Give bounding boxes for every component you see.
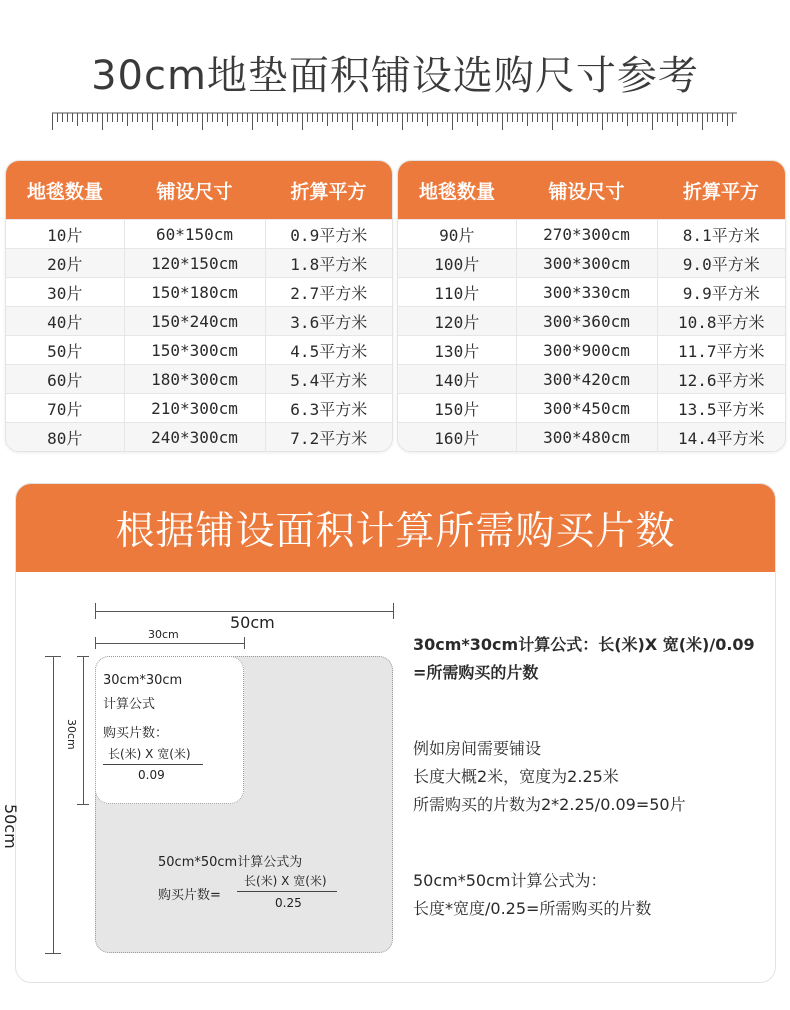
cell-size: 150*300cm: [124, 336, 265, 365]
dimension-label-left-50: 50cm: [1, 804, 20, 849]
table-body-right: [398, 220, 785, 452]
cell-count: 70片: [6, 394, 124, 423]
cell-size: 240*300cm: [124, 423, 265, 452]
table-row: [6, 220, 392, 249]
dimension-label-top-30: 30cm: [148, 628, 179, 641]
table-row: [398, 249, 785, 278]
dimension-label-left-30: 30cm: [65, 719, 78, 750]
cell-count: 130片: [398, 336, 516, 365]
cell-size: 150*240cm: [124, 307, 265, 336]
table-row: [6, 336, 392, 365]
size-table-left: [5, 160, 393, 452]
cell-count: 30片: [6, 278, 124, 307]
formula-30-line2: =所需购买的片数: [413, 663, 539, 682]
cell-area: 9.0平方米: [657, 249, 785, 278]
column-header-area: 折算平方: [657, 161, 785, 220]
cell-size: 60*150cm: [124, 220, 265, 249]
table-row: [398, 220, 785, 249]
cell-area: 13.5平方米: [657, 394, 785, 423]
cell-size: 300*360cm: [516, 307, 657, 336]
table-row: [398, 365, 785, 394]
size-table-right: [397, 160, 786, 452]
cell-area: 0.9平方米: [265, 220, 392, 249]
small-box-line2: 计算公式: [103, 697, 156, 712]
cell-count: 140片: [398, 365, 516, 394]
cell-area: 12.6平方米: [657, 365, 785, 394]
cell-count: 80片: [6, 423, 124, 452]
cell-area: 4.5平方米: [265, 336, 392, 365]
table-row: [398, 423, 785, 452]
cell-count: 90片: [398, 220, 516, 249]
table-row: [6, 394, 392, 423]
cell-size: 300*450cm: [516, 394, 657, 423]
table-row: [6, 249, 392, 278]
small-box-line3: 购买片数：: [103, 726, 169, 741]
cell-size: 300*900cm: [516, 336, 657, 365]
cell-count: 160片: [398, 423, 516, 452]
table-row: [398, 278, 785, 307]
cell-count: 110片: [398, 278, 516, 307]
cell-area: 9.9平方米: [657, 278, 785, 307]
column-header-area: 折算平方: [265, 161, 392, 220]
cell-size: 210*300cm: [124, 394, 265, 423]
formula-30-line1: 30cm*30cm计算公式：长(米)X 宽(米)/0.09: [413, 635, 755, 654]
cell-count: 40片: [6, 307, 124, 336]
cell-count: 100片: [398, 249, 516, 278]
column-header-size: 铺设尺寸: [516, 161, 657, 220]
cell-area: 8.1平方米: [657, 220, 785, 249]
cell-area: 5.4平方米: [265, 365, 392, 394]
table-row: [6, 365, 392, 394]
section-heading: 根据铺设面积计算所需购买片数: [16, 484, 775, 572]
cell-area: 6.3平方米: [265, 394, 392, 423]
small-box-line1: 30cm*30cm: [103, 673, 183, 688]
table-header-row: [6, 161, 392, 220]
cell-count: 20片: [6, 249, 124, 278]
small-box-fraction-line: [103, 764, 203, 765]
big-box-prefix: 购买片数=: [158, 888, 221, 903]
big-box-line1: 50cm*50cm计算公式为: [158, 855, 303, 870]
big-box-numerator: 长(米) X 宽(米): [244, 874, 327, 888]
page-title: 30cm地垫面积铺设选购尺寸参考: [91, 53, 699, 99]
column-header-count: 地毯数量: [398, 161, 516, 220]
table-row: [398, 336, 785, 365]
cell-area: 2.7平方米: [265, 278, 392, 307]
small-box-numerator: 长(米) X 宽(米): [108, 747, 191, 761]
big-box-denominator: 0.25: [275, 896, 302, 910]
formula-50-line1: 50cm*50cm计算公式为：: [413, 871, 607, 890]
cell-size: 300*330cm: [516, 278, 657, 307]
table-header-row: [398, 161, 785, 220]
column-header-size: 铺设尺寸: [124, 161, 265, 220]
cell-size: 300*300cm: [516, 249, 657, 278]
table-row: [6, 307, 392, 336]
cell-area: 10.8平方米: [657, 307, 785, 336]
table-row: [398, 307, 785, 336]
example-line1: 例如房间需要铺设: [413, 739, 542, 758]
ruler-scale-icon: [52, 112, 737, 132]
cell-area: 14.4平方米: [657, 423, 785, 452]
example-line2: 长度大概2米，宽度为2.25米: [413, 767, 619, 786]
cell-count: 120片: [398, 307, 516, 336]
cell-size: 300*480cm: [516, 423, 657, 452]
small-box-denominator: 0.09: [138, 768, 165, 782]
cell-count: 50片: [6, 336, 124, 365]
cell-area: 1.8平方米: [265, 249, 392, 278]
table-row: [398, 394, 785, 423]
column-header-count: 地毯数量: [6, 161, 124, 220]
big-box-fraction-line: [237, 891, 337, 892]
example-line3: 所需购买的片数为2*2.25/0.09=50片: [413, 795, 686, 814]
cell-area: 7.2平方米: [265, 423, 392, 452]
cell-size: 120*150cm: [124, 249, 265, 278]
table-row: [6, 423, 392, 452]
cell-size: 300*420cm: [516, 365, 657, 394]
table-row: [6, 278, 392, 307]
cell-size: 150*180cm: [124, 278, 265, 307]
cell-size: 180*300cm: [124, 365, 265, 394]
cell-size: 270*300cm: [516, 220, 657, 249]
cell-count: 150片: [398, 394, 516, 423]
dimension-label-top-50: 50cm: [230, 613, 275, 632]
table-body-left: [6, 220, 392, 452]
cell-count: 60片: [6, 365, 124, 394]
cell-count: 10片: [6, 220, 124, 249]
cell-area: 3.6平方米: [265, 307, 392, 336]
cell-area: 11.7平方米: [657, 336, 785, 365]
formula-50-line2: 长度*宽度/0.25=所需购买的片数: [413, 899, 652, 918]
